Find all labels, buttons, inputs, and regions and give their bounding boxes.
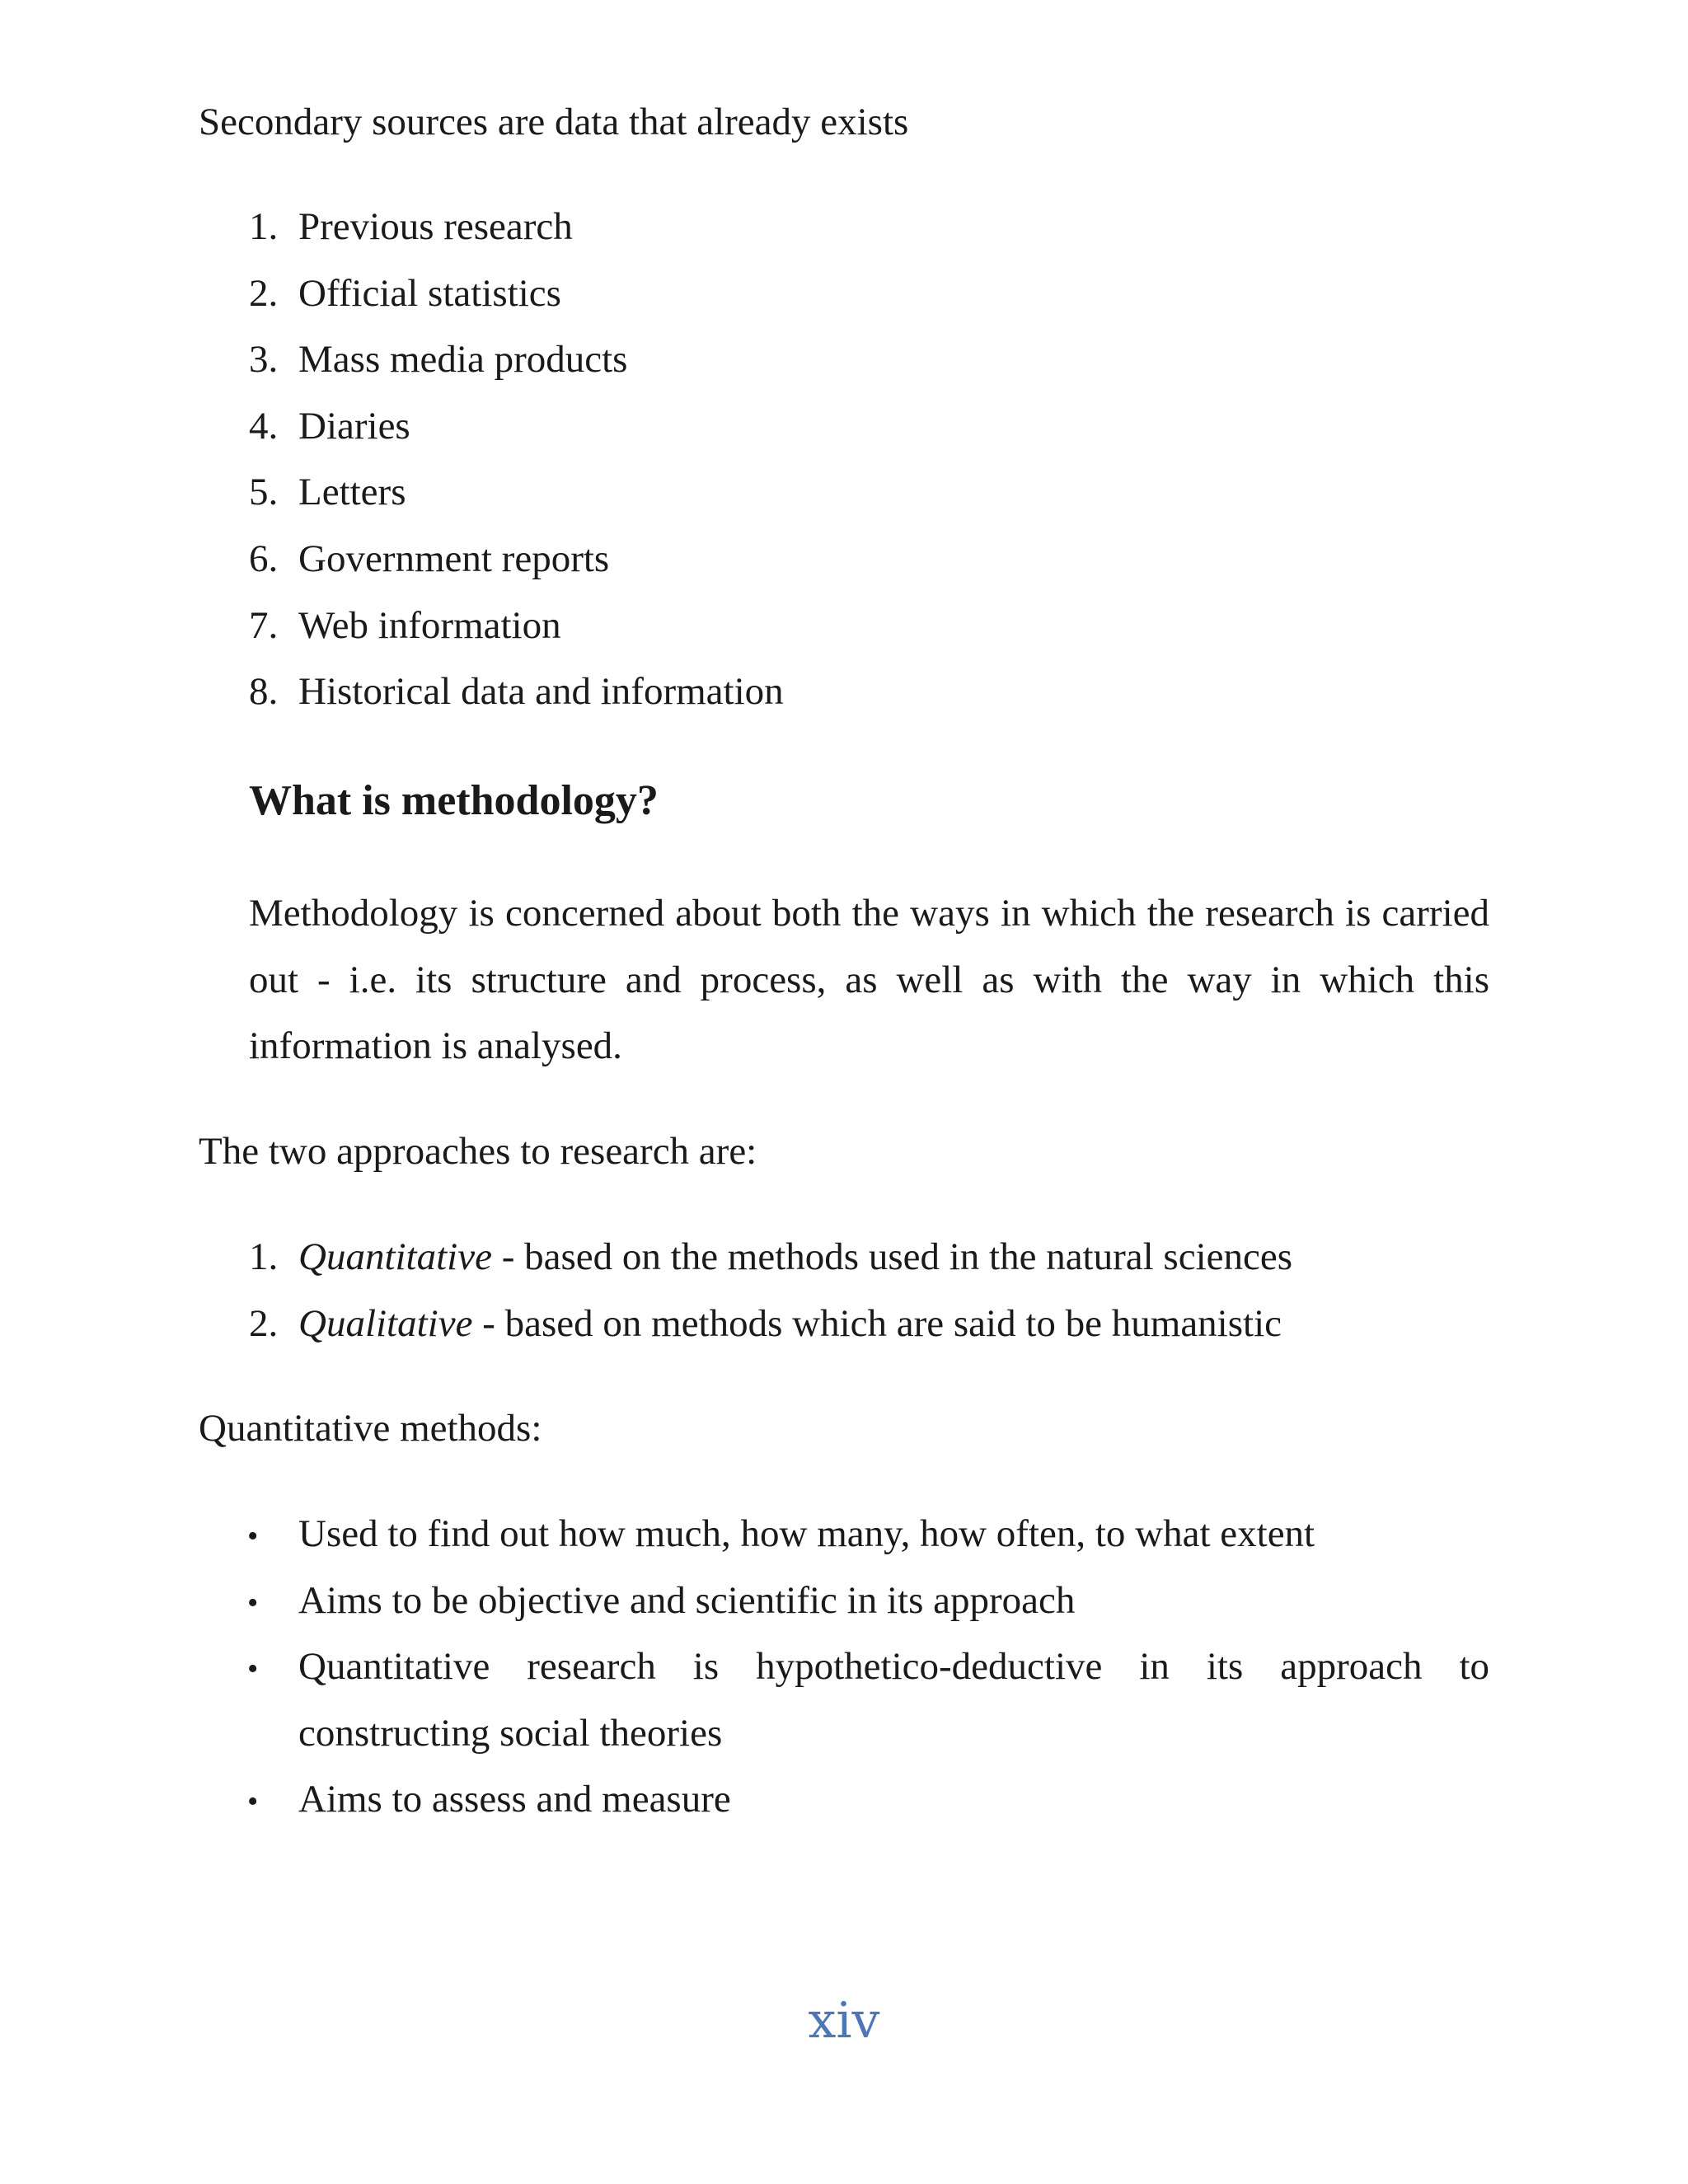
list-item: Aims to assess and measure: [298, 1778, 731, 1821]
section-heading: What is methodology?: [249, 777, 659, 824]
list-item: Letters: [298, 471, 406, 513]
bullet-icon: •: [247, 1784, 259, 1819]
bullet-icon: •: [247, 1652, 259, 1686]
list-item-number: 1.: [249, 1235, 279, 1278]
quantitative-intro: Quantitative methods:: [199, 1407, 542, 1450]
list-item-number: 1.: [249, 205, 279, 248]
list-item-number: 6.: [249, 537, 279, 580]
paragraph-line: out - i.e. its structure and process, as well as with the way in which this: [249, 958, 1489, 1001]
page-number: xiv: [808, 1992, 880, 2050]
approach-term: Qualitative: [298, 1302, 473, 1345]
list-item-number: 8.: [249, 670, 279, 713]
paragraph-line: Methodology is concerned about both the ways in which the research is carried: [249, 892, 1489, 935]
list-item: Previous research: [298, 205, 573, 248]
paragraph-line: information is analysed.: [249, 1024, 622, 1067]
list-item: Official statistics: [298, 272, 561, 315]
list-item: Historical data and information: [298, 670, 784, 713]
list-item: Used to find out how much, how many, how often, to what extent: [298, 1512, 1315, 1555]
approach-description: - based on methods which are said to be humanistic: [472, 1302, 1282, 1345]
list-item: Diaries: [298, 405, 410, 448]
list-item: Government reports: [298, 537, 610, 580]
bullet-icon: •: [247, 1519, 259, 1554]
approach-description: - based on the methods used in the natural sciences: [491, 1235, 1293, 1278]
list-item-number: 2.: [249, 272, 279, 315]
list-item: Aims to be objective and scientific in its approach: [298, 1579, 1076, 1622]
list-item-line: constructing social theories: [298, 1712, 723, 1755]
bullet-icon: •: [247, 1586, 259, 1620]
list-item: Mass media products: [298, 338, 628, 381]
list-item: [298, 1302, 1282, 1345]
approach-term: Quantitative: [298, 1235, 492, 1278]
list-item: [298, 1235, 1293, 1278]
list-item: Web information: [298, 604, 561, 647]
list-item-number: 7.: [249, 604, 279, 647]
list-item-number: 3.: [249, 338, 279, 381]
list-item-line: Quantitative research is hypothetico-deductive in its approach to: [298, 1645, 1489, 1688]
list-item-number: 4.: [249, 405, 279, 448]
list-item-number: 5.: [249, 471, 279, 513]
approaches-intro: The two approaches to research are:: [199, 1130, 757, 1173]
list-item-number: 2.: [249, 1302, 279, 1345]
intro-line: Secondary sources are data that already exists: [199, 101, 909, 143]
